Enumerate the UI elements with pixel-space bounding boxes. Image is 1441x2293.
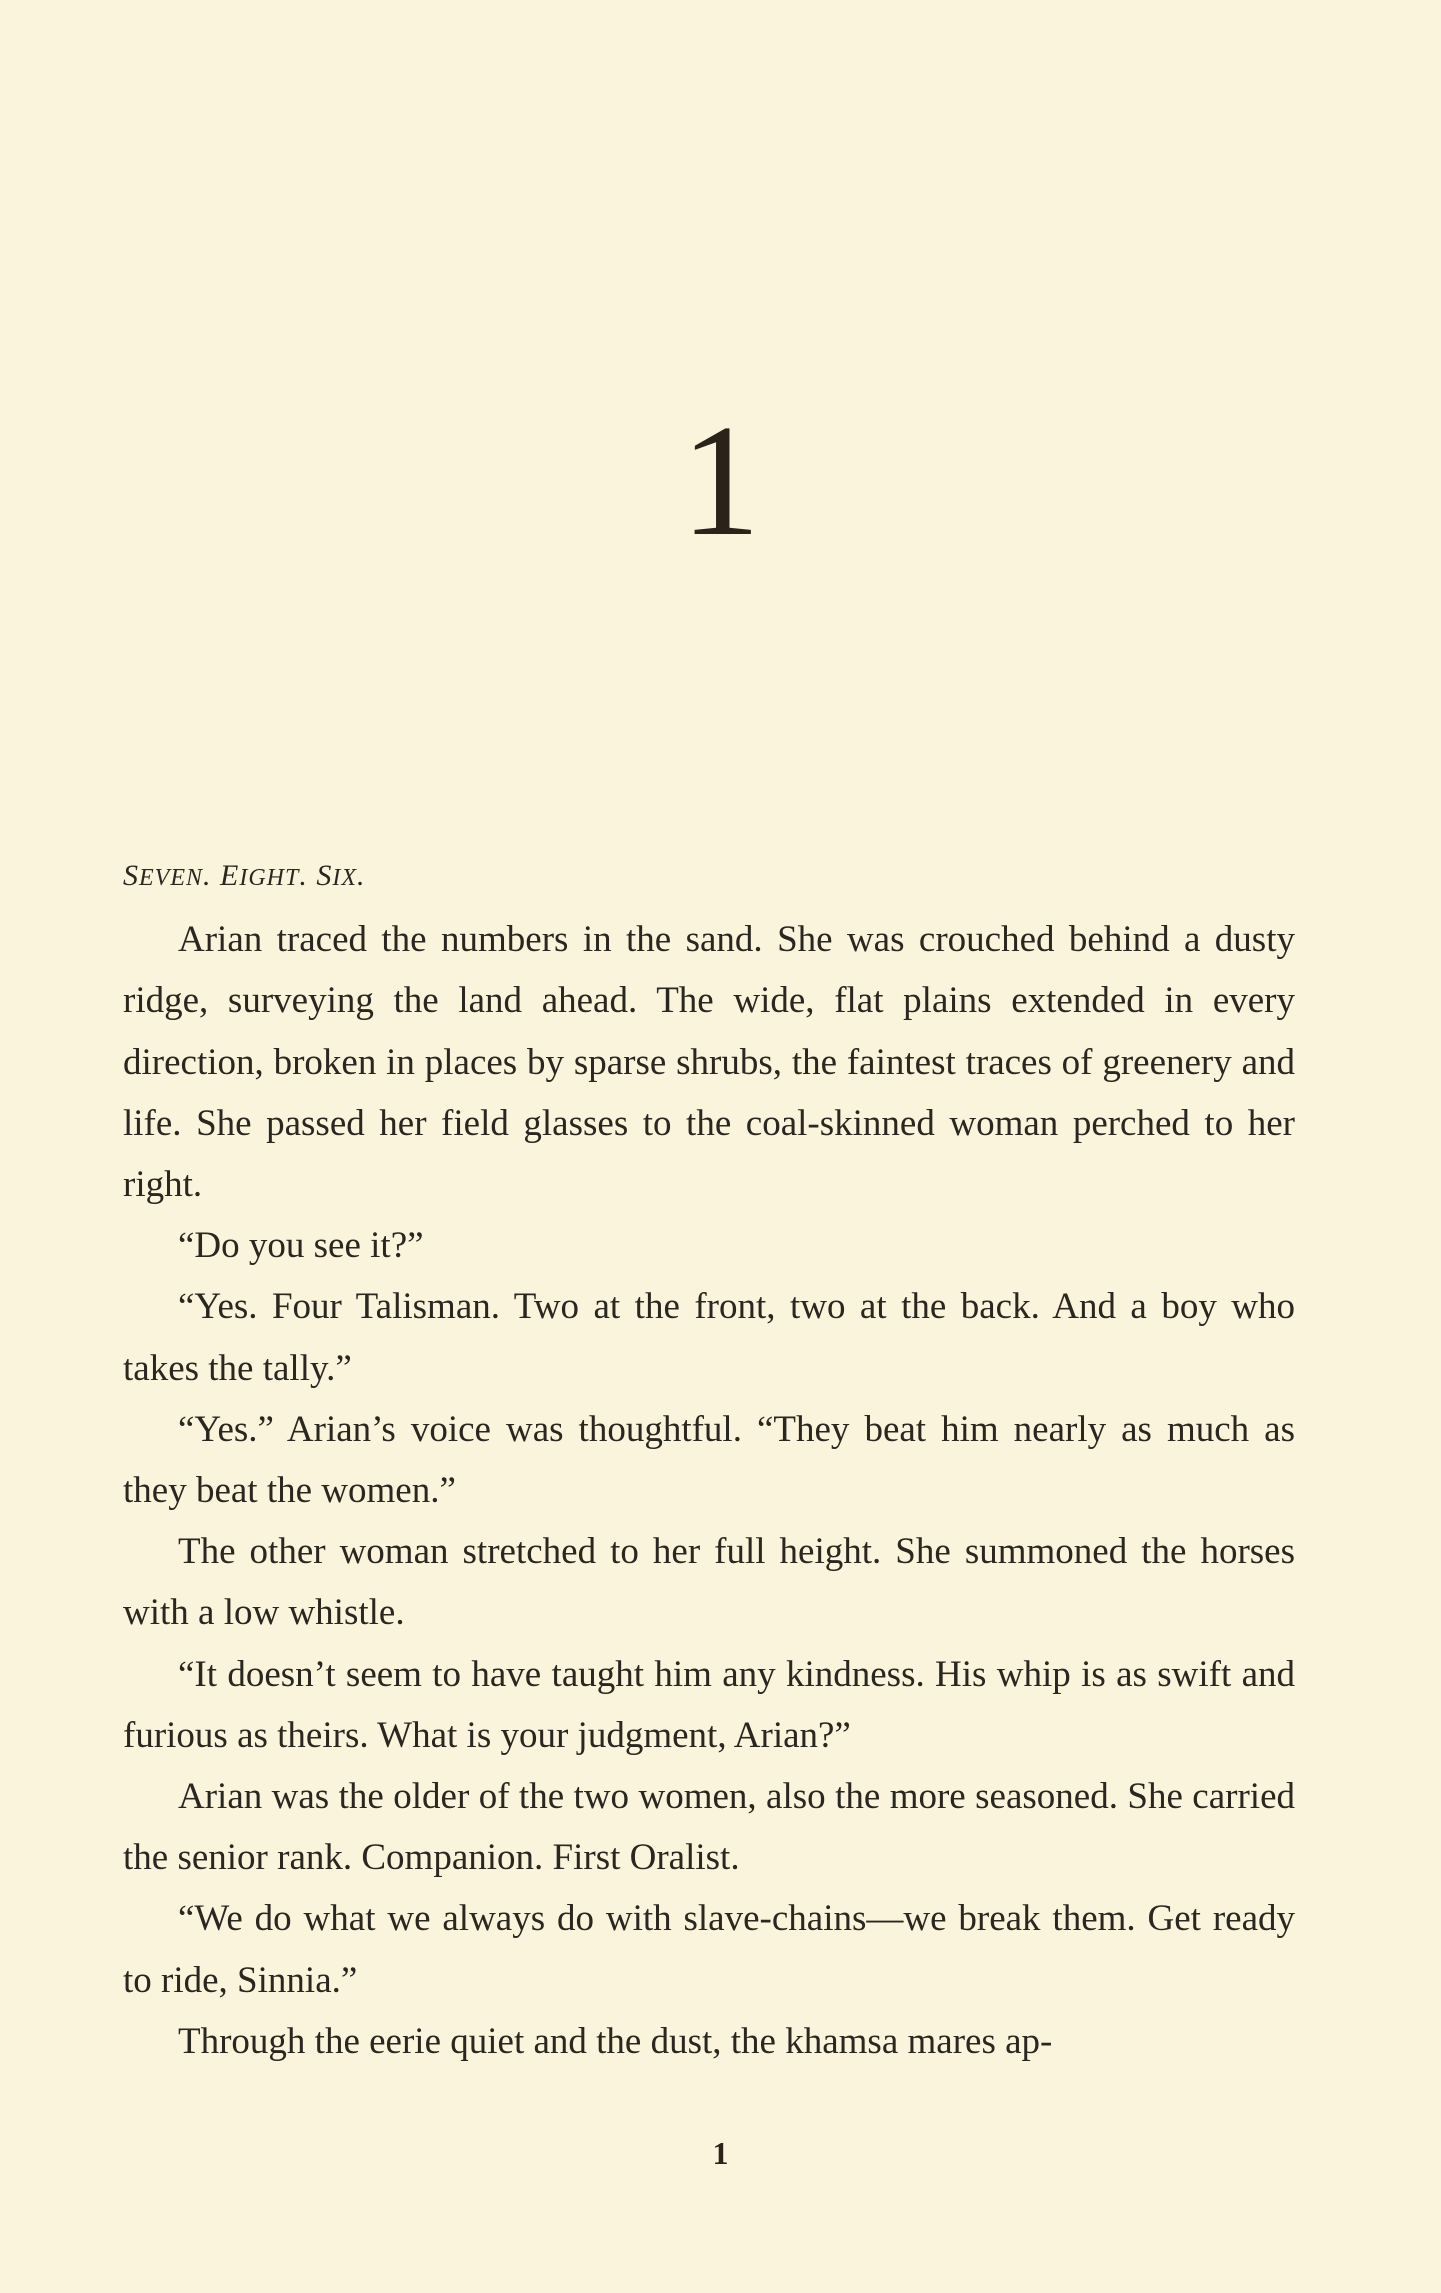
chapter-number: 1 — [680, 391, 761, 569]
paragraph: “We do what we always do with slave-chains—we break them. Get ready to ride, Sinnia.” — [123, 1898, 1295, 2001]
opening-separator-1: . — [203, 859, 220, 892]
paragraph: “Do you see it?” — [178, 1225, 424, 1267]
opening-word-2-initial: E — [220, 859, 240, 892]
paragraph: Through the eerie quiet and the dust, the khamsa mares ap- — [178, 2020, 1053, 2062]
opening-word-3-initial: S — [316, 859, 333, 892]
opening-line — [123, 845, 1295, 909]
opening-end: . — [357, 859, 366, 892]
paragraph: “Yes. Four Talisman. Two at the front, two at the back. And a boy who takes the tally.” — [123, 1286, 1295, 1389]
paragraph: “It doesn’t seem to have taught him any kindness. His whip is as swift and furious as theirs. What is your judgment, Arian?” — [123, 1653, 1295, 1756]
opening-word-3-rest: IX — [332, 865, 357, 891]
paragraph: The other woman stretched to her full height. She summoned the horses with a low whistle. — [123, 1531, 1295, 1634]
opening-word-1-initial: S — [123, 859, 139, 892]
page-number: 1 — [712, 2135, 729, 2171]
paragraph: “Yes.” Arian’s voice was thoughtful. “They beat him nearly as much as they beat the women.” — [123, 1408, 1295, 1512]
opening-word-2-rest: IGHT — [239, 865, 300, 891]
chapter-body — [123, 845, 1295, 2072]
opening-word-1-rest: EVEN — [139, 865, 203, 891]
paragraph: Arian traced the numbers in the sand. She was crouched behind a dusty ridge, surveying the land ahead. The wide, flat plains extended in every direction, broken in places by sparse shrubs, the faintest traces of greenery and life. She passed her field glasses to the coal-skinned woman perched to her right. — [123, 919, 1295, 1206]
opening-separator-2: . — [299, 859, 317, 892]
paragraph: Arian was the older of the two women, also the more seasoned. She carried the senior rank. Companion. First Oralist. — [123, 1776, 1295, 1879]
